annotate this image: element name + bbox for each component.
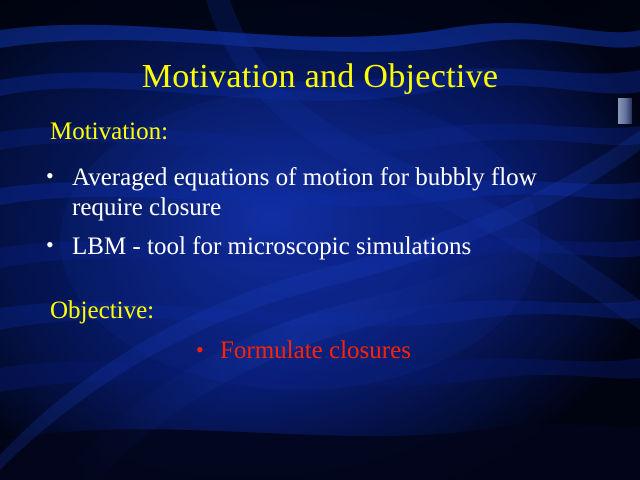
slide-title: Motivation and Objective: [141, 58, 499, 95]
list-item-text: Averaged equations of motion for bubbly flow require closure: [72, 164, 537, 221]
objective-list-item-text: Formulate closures: [220, 337, 411, 364]
bullet-point-icon: •: [196, 337, 204, 362]
list-item: [46, 163, 606, 222]
list-item-text: LBM - tool for microscopic simulations: [72, 233, 472, 260]
bullet-point-icon: •: [46, 163, 54, 188]
bullet-point-icon: •: [46, 232, 54, 257]
objective-heading: Objective:: [50, 297, 155, 324]
objective-list-item: [196, 337, 411, 365]
motivation-bullet-list: [46, 163, 606, 272]
motivation-heading: Motivation:: [50, 118, 169, 145]
list-item: [46, 232, 606, 262]
decorative-corner-mark: [618, 98, 632, 124]
